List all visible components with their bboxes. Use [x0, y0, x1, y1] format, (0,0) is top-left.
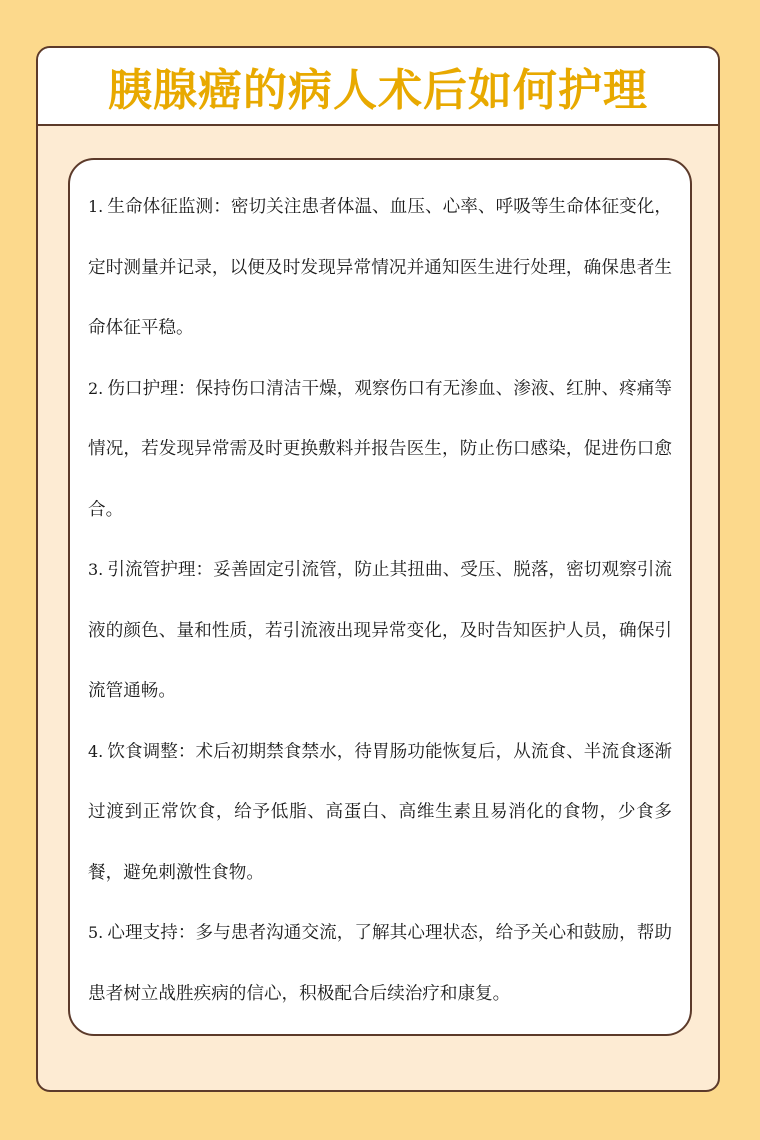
item-number: 3.	[88, 560, 104, 579]
item-text: 饮食调整：术后初期禁食禁水，待胃肠功能恢复后，从流食、半流食逐渐过渡到正常饮食，给予低脂、高蛋白、高维生素且易消化的食物，少食多餐，避免刺激性食物。	[88, 741, 672, 883]
item-text: 生命体征监测：密切关注患者体温、血压、心率、呼吸等生命体征变化，定时测量并记录，以便及时发现异常情况并通知医生进行处理，确保患者生命体征平稳。	[88, 197, 672, 338]
text-panel	[68, 158, 692, 1036]
list-item	[88, 903, 672, 1024]
content-card	[36, 46, 720, 1092]
item-text: 伤口护理：保持伤口清洁干燥，观察伤口有无渗血、渗液、红肿、疼痛等情况，若发现异常需及时更换敷料并报告医生，防止伤口感染，促进伤口愈合。	[88, 378, 672, 520]
item-number: 5.	[88, 923, 104, 942]
item-number: 4.	[88, 741, 104, 761]
list-item	[88, 359, 672, 541]
page-title: 胰腺癌的病人术后如何护理	[108, 65, 648, 116]
list-item	[88, 722, 672, 904]
item-number: 2.	[88, 378, 104, 398]
item-text: 引流管护理：妥善固定引流管，防止其扭曲、受压、脱落，密切观察引流液的颜色、量和性质，若引流液出现异常变化，及时告知医护人员，确保引流管通畅。	[88, 560, 672, 701]
list-item	[88, 177, 672, 359]
item-number: 1.	[88, 197, 104, 216]
list-item	[88, 540, 672, 722]
item-text: 心理支持：多与患者沟通交流，了解其心理状态，给予关心和鼓励，帮助患者树立战胜疾病的信心，积极配合后续治疗和康复。	[88, 923, 672, 1004]
title-header	[38, 48, 718, 126]
